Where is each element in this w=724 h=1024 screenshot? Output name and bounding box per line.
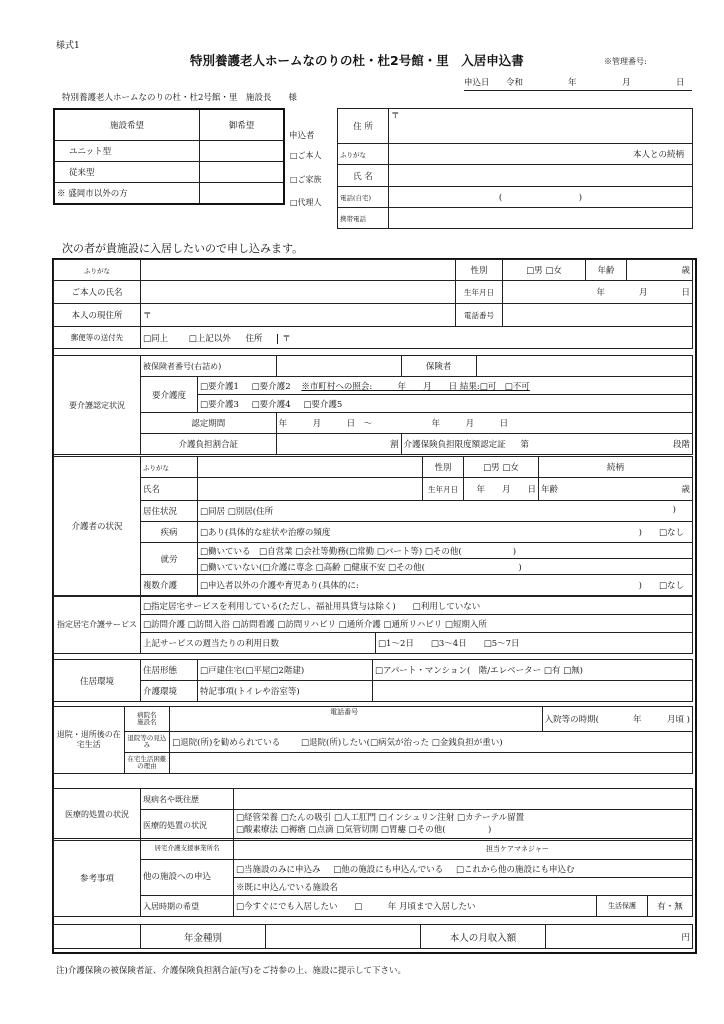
medical-table	[53, 788, 693, 841]
applicant-furigana[interactable]	[389, 144, 693, 165]
form-title: 特別養護老人ホームなのりの杜・杜2号館・里 入居申込書	[190, 53, 524, 68]
burden-ratio[interactable]: 割	[276, 434, 401, 455]
cg-multi-none[interactable]: ) □なし	[638, 581, 684, 591]
applied-facilities[interactable]: ※既に申込んでいる施設名	[234, 878, 693, 896]
welfare-label: 生活保護	[597, 896, 648, 917]
insurer-label: 保険者	[401, 356, 476, 377]
pension-spacer	[54, 925, 141, 949]
outlook-wish[interactable]: □退院(所)したい(□病気が治った □金銭負担が重い)	[301, 738, 503, 748]
caregiver-label: 介護者の状況	[54, 457, 141, 596]
cg-relation[interactable]	[539, 457, 693, 478]
services-row2[interactable]: □訪問介護 □訪問入浴 □訪問看護 □訪問リハビリ □通所介護 □通所リハビリ □短期入所	[141, 615, 693, 633]
services-days[interactable]: □1〜2日 □3〜4日 □5〜7日	[376, 633, 693, 654]
cg-living[interactable]	[198, 501, 693, 522]
applicant-table	[337, 108, 693, 229]
cg-multi-opts[interactable]: □申込者以外の介護や育児あり(具体的に:	[200, 581, 359, 591]
care-level-1[interactable]: □要介護1	[200, 381, 239, 392]
notes-table	[53, 838, 693, 917]
person-name-label: ご本人の氏名	[54, 281, 141, 304]
cg-relation-label: 続柄	[606, 463, 624, 473]
history[interactable]	[234, 789, 693, 810]
mailing-label: 郵便等の送付先	[54, 327, 141, 349]
care-level-label: 要介護度	[141, 377, 198, 413]
management-number-label: ※管理番号:	[604, 57, 647, 66]
insurer-value[interactable]	[476, 356, 692, 377]
timing-by[interactable]: □ 年 月頃まで入居したい	[354, 902, 476, 912]
office-label: 居宅介護支援事業所名	[141, 839, 234, 860]
outlook-recommended[interactable]: □退院(所)を勧められている	[172, 738, 281, 748]
limit-cert-unit: 段階	[672, 440, 690, 450]
care-level-3[interactable]: □要介護3	[200, 399, 239, 410]
cg-name[interactable]	[198, 478, 423, 501]
applicant-name-label: 氏 名	[338, 165, 389, 187]
cg-name-label: 氏名	[141, 478, 198, 501]
hospital-label: 病院名 施設名	[124, 707, 170, 732]
insured-number-label: 被保険者番号(右詰め)	[141, 356, 277, 377]
applicant-label: 申込者	[289, 131, 315, 141]
pref-header-2: 御希望	[200, 109, 285, 141]
person-tel[interactable]	[503, 304, 693, 327]
caregiver-table	[53, 456, 693, 596]
other-apply[interactable]	[234, 860, 693, 878]
services-days-label: 上記サービスの週当たりの利用日数	[141, 633, 376, 654]
date-month: 月	[622, 78, 631, 88]
insured-number-boxes[interactable]	[276, 356, 401, 377]
mail-same[interactable]: □同上	[143, 333, 169, 344]
cg-illness-none[interactable]: ) □なし	[638, 528, 684, 538]
care-env-label: 介護環境	[141, 681, 198, 702]
cg-work-label: 就労	[141, 543, 198, 575]
cg-age[interactable]	[539, 478, 693, 501]
cert-period[interactable]: 年 月 日 〜 年 月 日	[276, 413, 692, 434]
date-label: 申込日	[464, 78, 490, 88]
lead-sentence: 次の者が貴施設に入居したいので申し込みます。	[62, 242, 304, 255]
difficulty-reason[interactable]	[170, 753, 693, 774]
facility-preference-table	[53, 108, 285, 205]
relation-label: 本人との続柄	[632, 150, 684, 160]
cert-period-label: 認定期間	[141, 413, 277, 434]
pref-outside-city: ※ 盛岡市以外の方	[54, 183, 200, 205]
person-furigana-label: ふりがな	[54, 260, 141, 281]
timing[interactable]	[234, 896, 597, 917]
office[interactable]	[234, 839, 693, 860]
applicant-tel-label: 電話(自宅)	[338, 187, 389, 208]
housing-form[interactable]: □戸建住宅(□平屋□2階建)	[198, 660, 373, 681]
limit-cert-label: 介護保険負担限度額認定証	[403, 440, 506, 450]
difficulty-label: 在宅生活困難の理由	[124, 753, 170, 774]
person-address[interactable]: 〒	[141, 304, 456, 327]
discharge-label: 退院・退所後の在宅生活	[54, 707, 125, 774]
cg-sex[interactable]: □男 □女	[464, 457, 539, 478]
burden-ratio-label: 介護負担割合証	[141, 434, 277, 455]
applicant-self[interactable]: □ご本人	[290, 151, 322, 160]
medical-label: 医療的処置の状況	[54, 789, 141, 841]
person-age[interactable]: 歳	[627, 260, 693, 281]
notes-label: 参考事項	[54, 839, 141, 917]
applicant-address[interactable]	[389, 109, 693, 144]
cg-sex-label: 性別	[423, 457, 464, 478]
date-day: 日	[676, 78, 685, 88]
apply-only-here[interactable]: □当施設のみに申込み	[236, 864, 321, 875]
cg-living-label: 居住状況	[141, 501, 198, 522]
mail-postal: 〒	[277, 334, 291, 344]
cg-furigana[interactable]	[198, 457, 423, 478]
person-address-label: 本人の現住所	[54, 304, 141, 327]
applicant-name[interactable]	[389, 165, 693, 187]
date-era: 令和	[506, 78, 524, 88]
mail-address-label: 住所	[245, 333, 263, 344]
cg-dob-label: 生年月日	[423, 478, 464, 501]
cg-illness[interactable]	[198, 522, 693, 543]
admission-period[interactable]: 入院等の時期( 年 月頃 )	[542, 707, 692, 732]
cg-illness-opts[interactable]: □あり(具体的な症状や治療の頻度	[200, 528, 331, 538]
applicant-agent[interactable]: □代理人	[290, 198, 322, 207]
care-level-5[interactable]: □要介護5	[303, 399, 343, 410]
care-level-4[interactable]: □要介護4	[251, 399, 291, 410]
pref-unit: ユニット型	[54, 141, 200, 162]
cg-age-label: 年齢	[541, 485, 559, 495]
application-date[interactable]	[464, 76, 692, 91]
care-level-row2[interactable]	[198, 395, 693, 413]
person-tel-label: 電話番号	[456, 304, 503, 327]
pension-type[interactable]	[266, 925, 421, 949]
cg-living-close: )	[672, 505, 676, 515]
pref-conventional: 従来型	[54, 162, 200, 183]
cg-furigana-label: ふりがな	[141, 457, 198, 478]
applicant-address-label: 住 所	[338, 109, 389, 144]
timing-label: 入居時期の希望	[141, 896, 234, 917]
procedures-row1[interactable]: □経管栄養 □たんの吸引 □人工肛門 □インシュリン注射 □カテーテル留置	[236, 813, 525, 824]
person-dob[interactable]: 年 月 日	[503, 281, 693, 304]
care-level-row1[interactable]	[198, 377, 693, 395]
cg-illness-label: 疾病	[141, 522, 198, 543]
applicant-tel[interactable]: ( )	[389, 187, 693, 208]
monthly-income-label: 本人の月収入額	[421, 925, 546, 949]
care-manager-label: 担当ケアマネジャー	[486, 845, 549, 853]
person-dob-label: 生年月日	[456, 281, 503, 304]
person-sex-label: 性別	[456, 260, 503, 281]
cg-age-unit: 歳	[681, 485, 690, 495]
hospital-name[interactable]	[170, 707, 543, 732]
care-level-2[interactable]: □要介護2	[251, 381, 291, 392]
pref-conventional-check[interactable]	[200, 162, 285, 183]
cg-work-2[interactable]: □働いていない(□介護に専念 □高齢 □健康不安 □その他( )	[198, 559, 693, 575]
person-age-label: 年齢	[586, 260, 627, 281]
procedures-row2[interactable]: □酸素療法 □褥瘡 □点滴 □気管切開 □胃瘻 □その他( )	[236, 825, 492, 835]
person-sex[interactable]: □男 □女	[503, 260, 586, 281]
hospital-tel-label: 電話番号	[330, 708, 359, 716]
procedures[interactable]	[234, 810, 693, 841]
person-furigana[interactable]	[141, 260, 456, 281]
limit-cert[interactable]	[401, 434, 692, 455]
outlook-label: 退院等の見込み	[124, 732, 170, 753]
housing-label: 住居環境	[54, 660, 141, 702]
addressee: 特別養護老人ホームなのりの杜・杜2号館・里 施設長 様	[62, 93, 297, 103]
monthly-income[interactable]: 円	[546, 925, 693, 949]
mailing-options[interactable]	[141, 327, 693, 349]
footnote: 注)介護保険の被保険者証、介護保険負担割合証(写)をご持参の上、施設に提示して下さい。	[56, 966, 406, 976]
timing-now[interactable]: □今すぐにでも入居したい	[236, 902, 338, 912]
applicant-mobile[interactable]	[389, 208, 693, 229]
pension-table	[53, 924, 693, 949]
cg-dob[interactable]: 年 月 日	[464, 478, 539, 501]
pref-outside-check[interactable]	[200, 183, 285, 205]
applicant-family[interactable]: □ご家族	[290, 175, 322, 184]
housing-apartment[interactable]: □アパート・マンション( 階/エレベーター □有 □無)	[373, 660, 693, 681]
care-cert-table	[53, 355, 693, 455]
apply-elsewhere[interactable]: □他の施設にも申込んでいる	[333, 864, 444, 875]
apply-future[interactable]: □これから他の施設にも申込む	[456, 864, 575, 875]
care-env-value[interactable]	[373, 681, 693, 702]
services-table	[53, 596, 693, 654]
pref-unit-check[interactable]	[200, 141, 285, 162]
form-number: 様式1	[56, 41, 80, 51]
municipal-inquiry[interactable]: ※市町村への照会: 年 月 日 結果:□可 □不可	[301, 381, 530, 392]
other-apply-label: 他の施設への申込	[141, 860, 234, 896]
welfare-yn[interactable]: 有・無	[648, 896, 693, 917]
discharge-table	[53, 706, 693, 774]
care-env-notes[interactable]: 特記事項(トイレや浴室等)	[198, 681, 373, 702]
history-label: 現病名や既往歴	[141, 789, 234, 810]
applicant-furigana-label: ふりがな	[338, 144, 389, 165]
date-year: 年	[568, 78, 577, 88]
services-row1[interactable]: □指定居宅サービスを利用している(ただし、福祉用具貸与は除く) □利用していない	[141, 597, 693, 615]
person-table	[53, 259, 693, 349]
cg-multi[interactable]	[198, 575, 693, 596]
applicant-mobile-label: 携帯電話	[338, 208, 389, 229]
limit-cert-no: 第	[520, 440, 529, 450]
housing-table	[53, 659, 693, 702]
mail-other[interactable]: □上記以外	[188, 333, 231, 344]
cg-work-1[interactable]: □働いている □自営業 □会社等勤務(□常勤 □パート等) □その他( )	[198, 543, 693, 559]
applicant-postal: 〒	[391, 111, 400, 121]
person-name[interactable]	[141, 281, 456, 304]
services-label: 指定居宅介護サービス	[54, 597, 141, 654]
housing-form-label: 住居形態	[141, 660, 198, 681]
pension-type-label: 年金種別	[141, 925, 266, 949]
outlook[interactable]	[170, 732, 693, 753]
procedures-label: 医療的処置の状況	[141, 810, 234, 841]
cg-multi-label: 複数介護	[141, 575, 198, 596]
cg-living-opts[interactable]: □同居 □別居(住所	[200, 507, 274, 517]
pref-header: 施設希望	[54, 109, 200, 141]
care-cert-label: 要介護認定状況	[54, 356, 141, 455]
